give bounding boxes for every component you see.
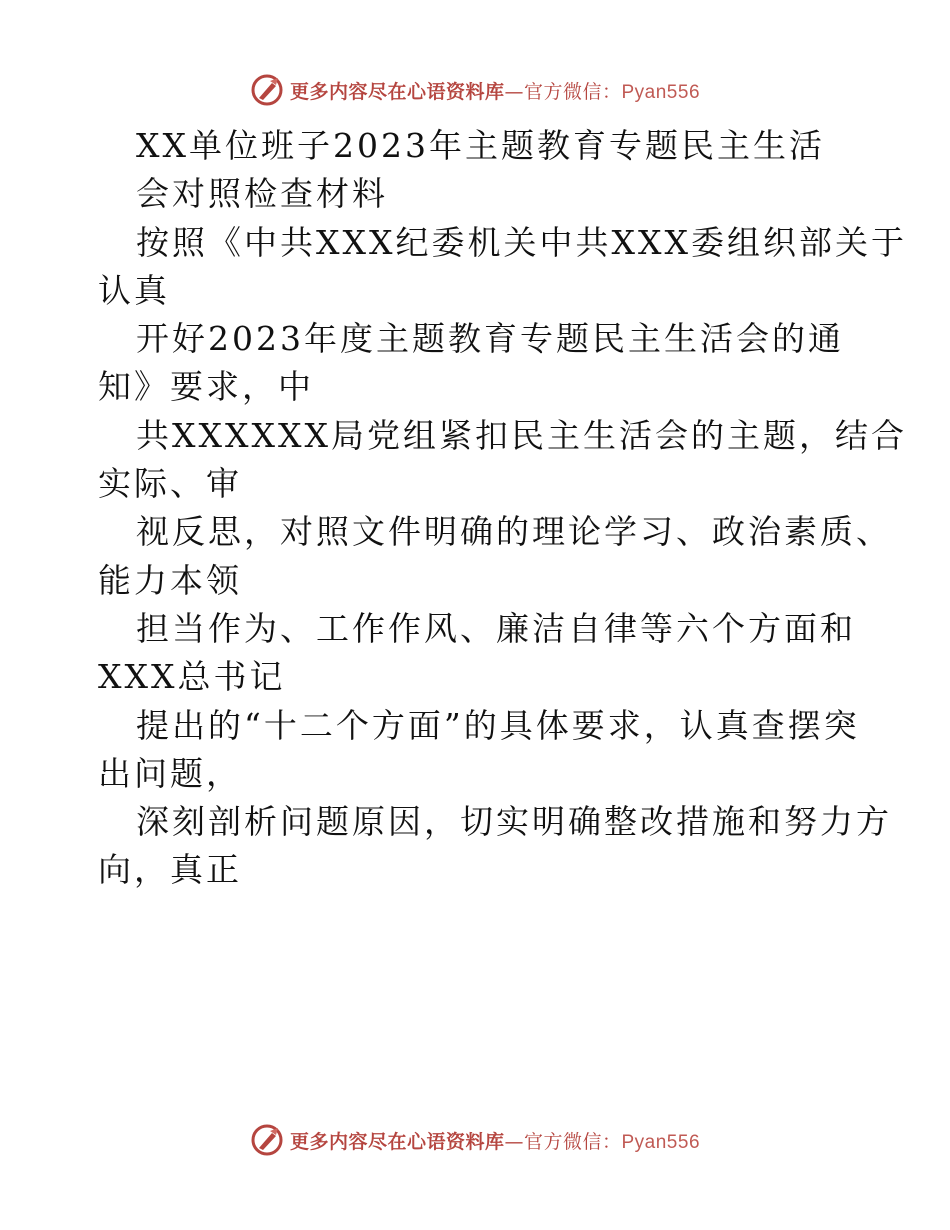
- doc-line: 开好2023年度主题教育专题民主生活会的通: [136, 319, 844, 359]
- pen-logo-icon: [250, 73, 284, 107]
- doc-line: 担当作为、工作作风、廉洁自律等六个方面和: [136, 608, 856, 648]
- watermark-text: [290, 77, 700, 104]
- watermark-wechat-id: Pyan556: [621, 81, 701, 103]
- doc-line: 能力本领: [98, 560, 242, 600]
- doc-line: 知》要求，中: [98, 367, 314, 407]
- header-watermark: [0, 70, 950, 110]
- doc-line: 提出的“十二个方面”的具体要求，认真查摆突: [136, 705, 860, 745]
- doc-line: 按照《中共XXX纪委机关中共XXX委组织部关于: [136, 222, 907, 262]
- watermark-dash: —: [504, 80, 524, 103]
- doc-line: 认真: [98, 270, 170, 310]
- footer-watermark: [0, 1120, 950, 1160]
- document-body: [98, 122, 907, 895]
- watermark-brand: 更多内容尽在心语资料库: [289, 80, 505, 103]
- doc-line: 向，真正: [98, 850, 242, 890]
- watermark-wechat-id: Pyan556: [621, 1131, 701, 1153]
- watermark-dash: —: [504, 1130, 524, 1153]
- watermark-text: [290, 1127, 700, 1154]
- doc-line: 深刻剖析问题原因，切实明确整改措施和努力方: [136, 802, 892, 842]
- doc-line: XX单位班子2023年主题教育专题民主生活: [136, 126, 825, 165]
- pen-logo-icon: [250, 1123, 284, 1157]
- watermark-official-label: 官方微信：: [523, 1130, 622, 1153]
- doc-line: 实际、审: [98, 464, 242, 504]
- doc-line: 出问题，: [98, 753, 242, 793]
- doc-line: XXX总书记: [98, 657, 286, 697]
- doc-line: 视反思，对照文件明确的理论学习、政治素质、: [136, 512, 892, 552]
- watermark-brand: 更多内容尽在心语资料库: [289, 1130, 505, 1153]
- doc-line: 会对照检查材料: [136, 174, 388, 214]
- watermark-official-label: 官方微信：: [523, 80, 622, 103]
- doc-line: 共XXXXXX局党组紧扣民主生活会的主题，结合: [136, 415, 907, 455]
